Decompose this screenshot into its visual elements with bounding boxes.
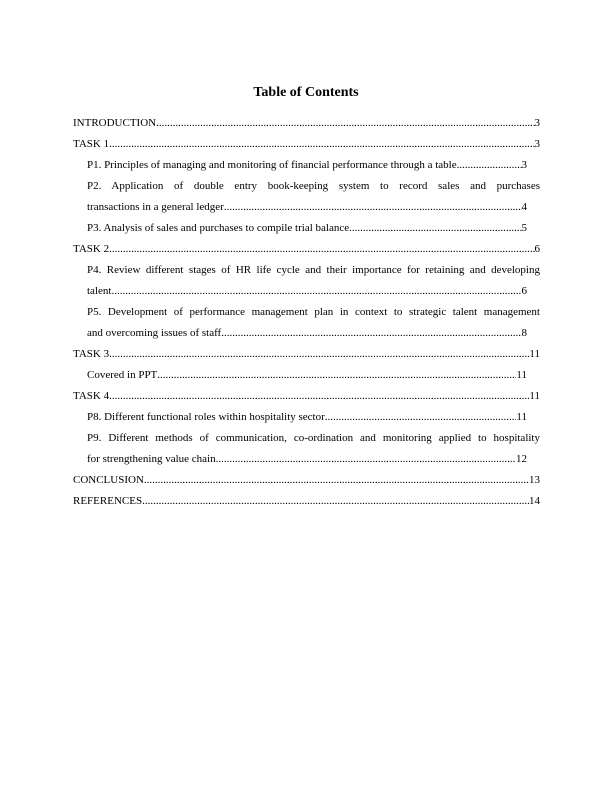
toc-entry-p4[interactable] [73,260,540,302]
dot-leader [325,407,517,428]
toc-page-number: 13 [529,474,540,486]
toc-entry-task-4[interactable] [73,386,540,407]
toc-page-number: 4 [521,201,527,213]
toc-entry-text: TASK 1 [73,138,110,150]
toc-entry-text: INTRODUCTION [73,117,157,129]
toc-entry-task-2[interactable] [73,239,540,260]
toc-entry-p2[interactable] [73,176,540,218]
toc-entry-text: P3. Analysis of sales and purchases to compile trial balance [87,222,350,234]
toc-entry-text: P8. Different functional roles within hospitality sector [87,411,325,423]
toc-page-number: 8 [521,327,527,339]
toc-entry-text: transactions in a general ledger [87,201,224,213]
toc-entry-text: CONCLUSION [73,474,144,486]
table-of-contents [73,113,540,512]
toc-entry-text: P1. Principles of managing and monitoring of financial performance through a table [87,159,457,171]
toc-page-number: 14 [529,495,540,507]
dot-leader [109,386,529,407]
toc-page-number: 11 [529,390,540,402]
toc-entry-text-line1: P2. Application of double entry book-keeping system to record sales and purchases [87,180,540,192]
toc-entry-text: for strengthening value chain [87,453,216,465]
dot-leader [142,491,529,512]
toc-entry-p5[interactable] [73,302,540,344]
toc-page-number: 12 [516,453,527,465]
toc-entry-text: TASK 3 [73,348,110,360]
toc-entry-p9[interactable] [73,428,540,470]
toc-entry-conclusion[interactable] [73,470,540,491]
dot-leader [109,134,534,155]
dot-leader [221,323,521,344]
dot-leader [156,113,534,134]
dot-leader [349,218,521,239]
toc-entry-text: Covered in PPT [87,369,158,381]
toc-page-number: 11 [529,348,540,360]
toc-entry-text-line1: P4. Review different stages of HR life cycle and their importance for retaining and developing [87,264,540,276]
toc-page-number: 3 [534,138,540,150]
dot-leader [109,239,534,260]
toc-entry-introduction[interactable] [73,113,540,134]
toc-entry-p3[interactable] [73,218,527,239]
toc-entry-task-1[interactable] [73,134,540,155]
dot-leader [144,470,529,491]
toc-entry-text: REFERENCES [73,495,143,507]
toc-entry-text: talent [87,285,112,297]
toc-page-number: 5 [521,222,527,234]
toc-entry-p1[interactable] [73,155,527,176]
toc-page-number: 3 [521,159,527,171]
toc-entry-references[interactable] [73,491,540,512]
toc-entry-p8[interactable] [73,407,527,428]
toc-page-number: 11 [516,369,527,381]
toc-entry-text-line1: P9. Different methods of communication, co-ordination and monitoring applied to hospitality [87,432,540,444]
toc-title: Table of Contents [253,85,359,100]
toc-entry-text: TASK 2 [73,243,110,255]
toc-entry-task-3[interactable] [73,344,540,365]
toc-page-number: 6 [521,285,527,297]
dot-leader [457,155,522,176]
toc-entry-covered-in-ppt[interactable] [73,365,527,386]
toc-entry-text: TASK 4 [73,390,110,402]
toc-page-number: 11 [516,411,527,423]
dot-leader [109,344,529,365]
dot-leader [111,281,521,302]
toc-page-number: 6 [534,243,540,255]
toc-entry-text: and overcoming issues of staff [87,327,222,339]
dot-leader [157,365,516,386]
toc-page-number: 3 [534,117,540,129]
dot-leader [224,197,522,218]
dot-leader [216,449,516,470]
toc-entry-text-line1: P5. Development of performance management plan in context to strategic talent management [87,306,540,318]
